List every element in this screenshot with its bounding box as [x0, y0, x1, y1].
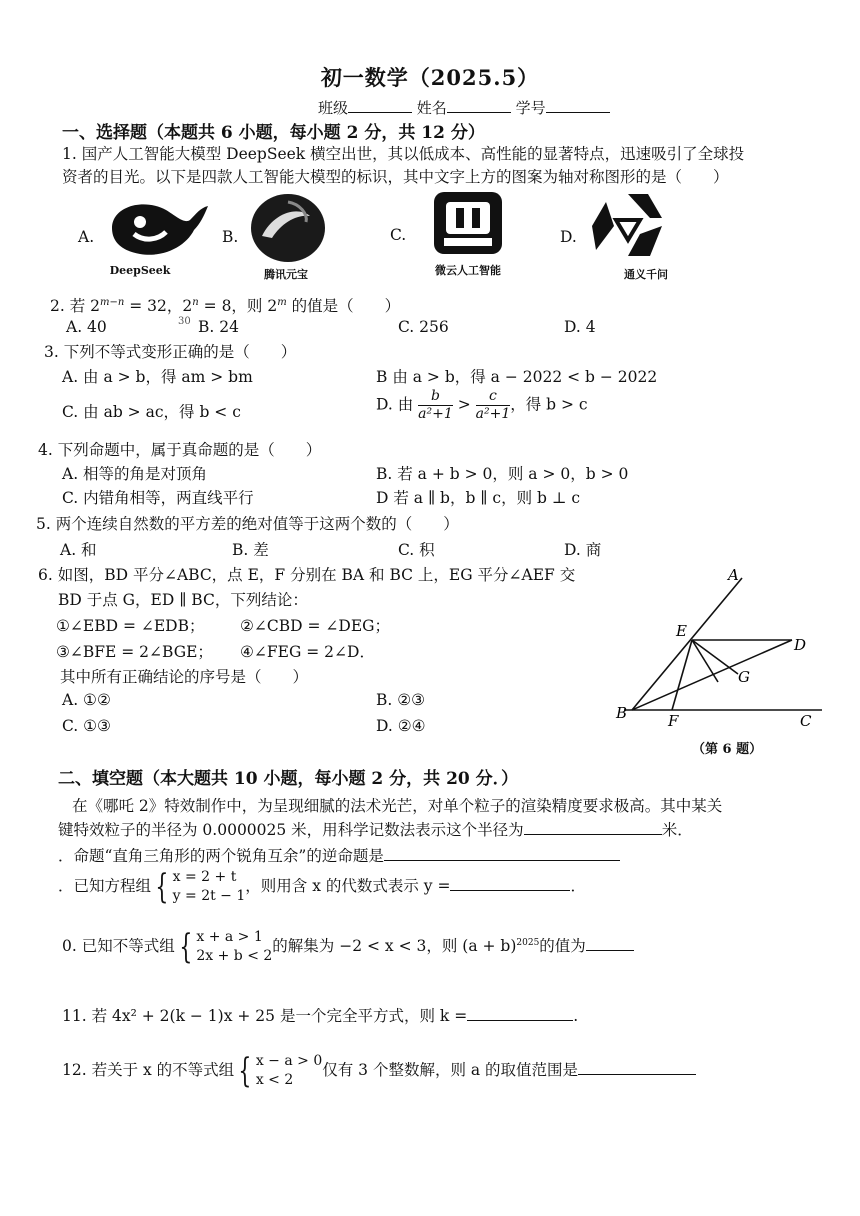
- weiyun-ai-logo: [432, 190, 504, 256]
- q12-eq1: x − a > 0: [255, 1053, 323, 1069]
- q3-option-d[interactable]: D. 由 $\frac{b}{\text{a²+1}}$ > $\frac{c}{\text{a²+1}}$ ，得 b > c: [376, 388, 588, 422]
- section-1-heading: 一、选择题（本题共 6 小题，每小题 2 分，共 12 分）: [62, 123, 485, 143]
- name-label: 姓名: [416, 99, 447, 117]
- q6-geometry-figure: [610, 564, 840, 742]
- q11-line: [62, 1004, 578, 1026]
- point-label-e: E: [676, 622, 687, 640]
- q2-option-d[interactable]: D. 4: [564, 318, 596, 336]
- q4-option-c[interactable]: C. 内错角相等，两直线平行: [62, 489, 254, 507]
- q2-stem: 2. 若 $2^{m-n} = 32$，$2^n = 8$，则 2$^m$ 的值是（ ）: [50, 296, 401, 315]
- q2-handwritten-note: 30: [178, 316, 191, 327]
- q10-eq2: 2x + b < 2: [196, 948, 273, 964]
- q10-brace: {: [179, 927, 193, 967]
- q10-pre: 0. 已知不等式组: [62, 937, 175, 955]
- q9-eq2: y = 2t − 1: [172, 888, 246, 904]
- q1-line2: 资者的目光。以下是四款人工智能大模型的标识，其中文字上方的图案为轴对称图形的是（ ）: [62, 168, 729, 186]
- q10-mid: 的解集为 −2 < x < 3，则 (a + b): [272, 937, 517, 955]
- q12-mid: 仅有 3 个整数解，则 a 的取值范围是: [322, 1061, 579, 1079]
- q4-option-d[interactable]: D 若 a ∥ b，b ∥ c，则 b ⊥ c: [376, 489, 581, 507]
- q3-stem: 3. 下列不等式变形正确的是（ ）: [44, 343, 297, 361]
- q3-option-d-post: ，得 b > c: [510, 395, 588, 414]
- q12-brace: {: [238, 1051, 252, 1091]
- q1-option-d-caption: 通义千问: [624, 268, 668, 281]
- line-e-to-bd: [692, 640, 718, 682]
- point-label-b: B: [616, 704, 628, 722]
- q5-option-c[interactable]: C. 积: [398, 541, 435, 559]
- id-blank[interactable]: [546, 96, 610, 113]
- q3-option-a[interactable]: A. 由 a > b，得 am > bm: [62, 368, 253, 386]
- q6-ask: 其中所有正确结论的序号是（ ）: [60, 668, 309, 686]
- q3-option-c[interactable]: C. 由 ab > ac，得 b < c: [62, 403, 241, 421]
- q1-option-a-caption: DeepSeek: [109, 264, 171, 277]
- line-eg: [692, 640, 738, 674]
- q6-line2: BD 于点 G，ED ∥ BC，下列结论：: [58, 591, 308, 609]
- q11-answer-blank[interactable]: [467, 1004, 573, 1021]
- point-label-g: G: [738, 668, 750, 686]
- q6-option-a[interactable]: A. ①②: [62, 691, 111, 709]
- tongyi-qianwen-logo: [588, 190, 668, 262]
- tencent-yuanbao-logo: [248, 192, 328, 264]
- q1-option-a-letter: A.: [78, 228, 95, 246]
- q9-end: ．: [570, 877, 586, 895]
- q6-conclusion-3: ③∠BFE = 2∠BGE；: [56, 643, 213, 661]
- q9-system: [173, 868, 246, 906]
- q1-option-c-letter: C.: [390, 226, 407, 244]
- q8-stem: ．命题“直角三角形的两个锐角互余”的逆命题是: [58, 847, 384, 865]
- q9-pre: ．已知方程组: [58, 877, 152, 895]
- student-info-line: [318, 96, 610, 118]
- q3-option-b[interactable]: B 由 a > b，得 a − 2022 < b − 2022: [376, 368, 658, 386]
- q12-pre: 12. 若关于 x 的不等式组: [62, 1061, 235, 1079]
- point-label-c: C: [800, 712, 812, 730]
- q12-eq2: x < 2: [255, 1072, 294, 1088]
- q2-option-c[interactable]: C. 256: [398, 318, 449, 336]
- q7-answer-blank[interactable]: [524, 818, 662, 835]
- q3-option-d-pre: D. 由: [376, 395, 414, 414]
- q6-option-c[interactable]: C. ①③: [62, 717, 111, 735]
- q12-line: [62, 1052, 696, 1090]
- q2-stem-part1: 2. 若 2: [50, 297, 101, 315]
- q9-answer-blank[interactable]: [450, 874, 570, 891]
- q2-option-a[interactable]: A. 40: [66, 318, 107, 336]
- q2-option-b[interactable]: B. 24: [198, 318, 239, 336]
- q11-pre: 11. 若 4x² + 2(k − 1)x + 25 是一个完全平方式，则 k =: [62, 1007, 468, 1025]
- q11-end: .: [573, 1007, 579, 1025]
- q5-option-a[interactable]: A. 和: [60, 541, 97, 559]
- section-2-heading: 二、填空题（本大题共 10 小题，每小题 2 分，共 20 分．）: [58, 769, 519, 789]
- class-blank[interactable]: [348, 96, 412, 113]
- id-label: 学号: [515, 99, 546, 117]
- q1-line1: 1. 国产人工智能大模型 DeepSeek 横空出世，其以低成本、高性能的显著特点，迅速吸引了全球投: [62, 145, 745, 163]
- deepseek-whale-logo: [104, 194, 214, 262]
- q1-option-c-caption: 微云人工智能: [435, 264, 501, 277]
- q9-eq1: x = 2 + t: [172, 869, 237, 885]
- page-title: 初一数学（2025.5）: [320, 65, 540, 90]
- q9-mid: ，则用含 x 的代数式表示 y =: [245, 877, 451, 895]
- line-bd: [632, 640, 792, 710]
- q10-answer-blank[interactable]: [586, 934, 634, 951]
- q7-unit: 米．: [661, 821, 693, 839]
- q6-conclusion-2: ②∠CBD = ∠DEG；: [240, 617, 391, 635]
- q6-option-b[interactable]: B. ②③: [376, 691, 426, 709]
- q7-line1: 在《哪吒 2》特效制作中，为呈现细腻的法术光芒，对单个粒子的渲染精度要求极高。其中某关: [72, 797, 723, 815]
- q4-option-a[interactable]: A. 相等的角是对顶角: [62, 465, 208, 483]
- q7-line2: [58, 818, 693, 840]
- q5-stem: 5. 两个连续自然数的平方差的绝对值等于这两个数的（ ）: [36, 515, 459, 533]
- fraction-c-over-a2plus1: $\frac{c}{\text{a²+1}}$: [475, 388, 511, 422]
- q6-option-d[interactable]: D. ②④: [376, 717, 426, 735]
- q6-line1: 6. 如图，BD 平分∠ABC，点 E，F 分别在 BA 和 BC 上，EG 平分∠AEF 交: [38, 566, 576, 584]
- q10-exponent: 2025: [516, 937, 540, 948]
- name-blank[interactable]: [447, 96, 511, 113]
- q10-end: 的值为: [539, 937, 586, 955]
- class-label: 班级: [318, 99, 349, 117]
- q6-conclusion-1: ①∠EBD = ∠EDB；: [56, 617, 205, 635]
- q4-stem: 4. 下列命题中，属于真命题的是（ ）: [38, 441, 322, 459]
- q4-option-b[interactable]: B. 若 a + b > 0，则 a > 0，b > 0: [376, 465, 629, 483]
- q2-stem-part4: 的值是（ ）: [286, 297, 401, 315]
- q8-answer-blank[interactable]: [384, 844, 620, 861]
- point-label-f: F: [668, 712, 679, 730]
- q1-option-b-caption: 腾讯元宝: [264, 268, 308, 281]
- q8-line: [58, 844, 620, 866]
- q9-brace: {: [155, 867, 169, 907]
- point-label-a: A: [728, 566, 739, 584]
- q10-line: [62, 928, 634, 966]
- point-label-d: D: [794, 636, 807, 654]
- q1-option-b-letter: B.: [222, 228, 239, 246]
- q2-stem-part3: = 8，则 2: [198, 297, 278, 315]
- line-ba: [632, 578, 742, 710]
- q9-line: [58, 868, 586, 906]
- q10-system: [196, 928, 272, 966]
- q7-line2-text: 键特效粒子的半径为 0.0000025 米，用科学记数法表示这个半径为: [58, 821, 524, 839]
- q12-answer-blank[interactable]: [578, 1058, 696, 1075]
- q1-option-d-letter: D.: [560, 228, 577, 246]
- q6-figure-caption: （第 6 题）: [692, 742, 763, 757]
- q10-eq1: x + a > 1: [196, 929, 263, 945]
- q5-option-b[interactable]: B. 差: [232, 541, 269, 559]
- q5-option-d[interactable]: D. 商: [564, 541, 602, 559]
- q2-stem-part2: = 32，2: [124, 297, 193, 315]
- q12-system: [256, 1052, 322, 1090]
- fraction-b-over-a2plus1: $\frac{b}{\text{a²+1}}$: [418, 388, 453, 422]
- q6-conclusion-4: ④∠FEG = 2∠D．: [240, 643, 375, 661]
